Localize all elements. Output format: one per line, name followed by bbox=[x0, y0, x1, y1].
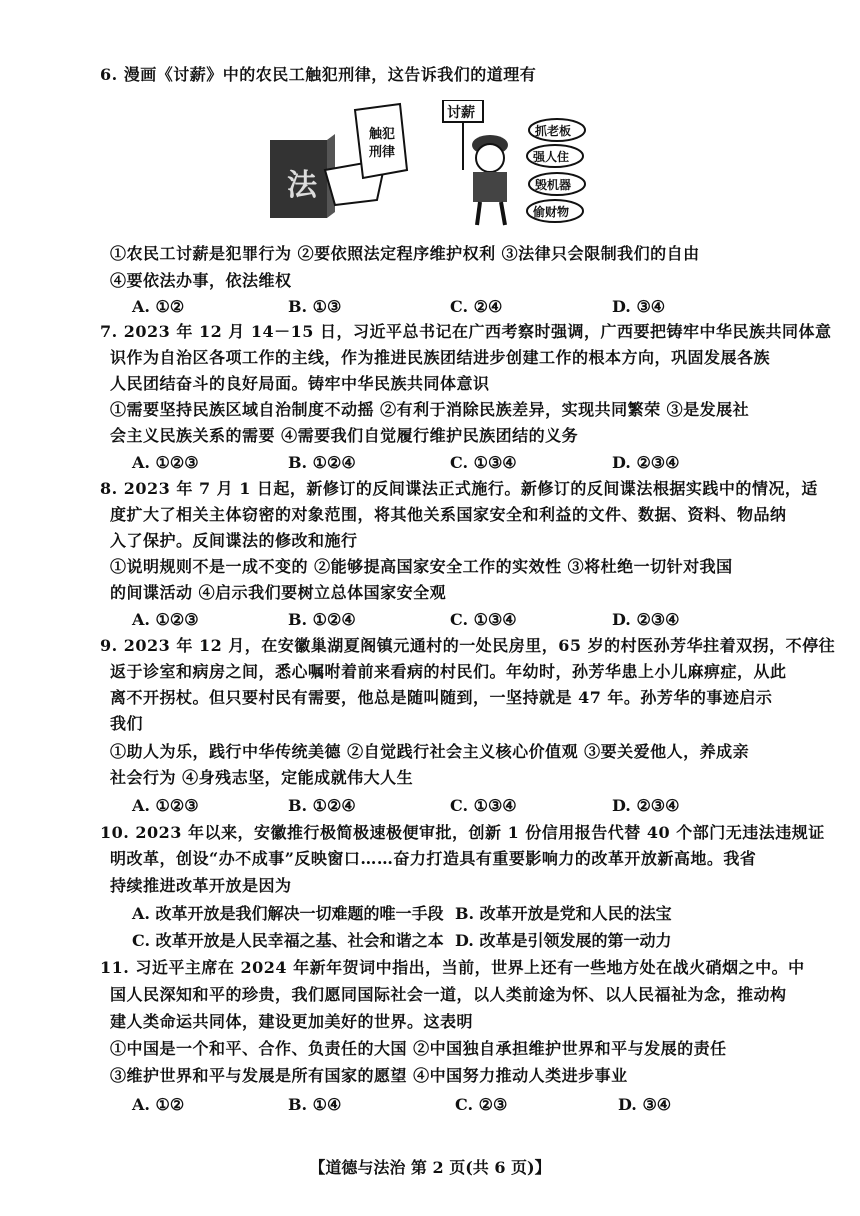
q7-option-b[interactable]: B. ①②④ bbox=[288, 453, 356, 472]
q7-option-a[interactable]: A. ①②③ bbox=[132, 453, 199, 472]
q8-option-c[interactable]: C. ①③④ bbox=[450, 610, 517, 629]
q8-line-3: 入了保护。反间谍法的修改和施行 bbox=[110, 531, 358, 550]
cartoon-paper-text-2: 刑律 bbox=[369, 145, 396, 160]
q7-line-5: 会主义民族关系的需要 ④需要我们自觉履行维护民族团结的义务 bbox=[110, 426, 579, 445]
q8-line-1: 8. 2023 年 7 月 1 日起，新修订的反间谍法正式施行。新修订的反间谍法根据实践中的情况，适 bbox=[100, 479, 818, 498]
q7-option-d[interactable]: D. ②③④ bbox=[612, 453, 680, 472]
cartoon-bubble-4: 偷财物 bbox=[533, 205, 570, 219]
q11-line-3: 建人类命运共同体，建设更加美好的世界。这表明 bbox=[110, 1012, 474, 1031]
q11-option-c[interactable]: C. ②③ bbox=[455, 1095, 508, 1114]
q7-line-2: 识作为自治区各项工作的主线，作为推进民族团结进步创建工作的根本方向，巩固发展各族 bbox=[110, 348, 771, 367]
q8-option-d[interactable]: D. ②③④ bbox=[612, 610, 680, 629]
q9-option-d[interactable]: D. ②③④ bbox=[612, 796, 680, 815]
q9-line-2: 返于诊室和病房之间，悉心嘱咐着前来看病的村民们。年幼时，孙芳华患上小儿麻痹症，从此 bbox=[110, 662, 787, 681]
q10-option-a[interactable]: A. 改革开放是我们解决一切难题的唯一手段 bbox=[132, 904, 444, 923]
q10-option-d[interactable]: D. 改革是引领发展的第一动力 bbox=[455, 931, 672, 950]
q11-line-1: 11. 习近平主席在 2024 年新年贺词中指出，当前，世界上还有一些地方处在战火硝烟之中。中 bbox=[100, 958, 805, 977]
q6-items-line2: ④要依法办事，依法维权 bbox=[110, 271, 292, 290]
q9-option-c[interactable]: C. ①③④ bbox=[450, 796, 517, 815]
q6-option-b[interactable]: B. ①③ bbox=[288, 297, 342, 316]
q11-option-d[interactable]: D. ③④ bbox=[618, 1095, 672, 1114]
q9-line-5: ①助人为乐，践行中华传统美德 ②自觉践行社会主义核心价值观 ③要关爱他人，养成亲 bbox=[110, 742, 750, 761]
q9-line-4: 我们 bbox=[110, 714, 144, 733]
cartoon-law-text: 法 bbox=[287, 168, 317, 203]
q11-option-a[interactable]: A. ①② bbox=[132, 1095, 185, 1114]
q10-option-c[interactable]: C. 改革开放是人民幸福之基、社会和谐之本 bbox=[132, 931, 444, 950]
q6-option-a[interactable]: A. ①② bbox=[132, 297, 185, 316]
cartoon-sign-text: 讨薪 bbox=[447, 105, 475, 121]
q9-option-b[interactable]: B. ①②④ bbox=[288, 796, 356, 815]
q6-stem: 6. 漫画《讨薪》中的农民工触犯刑律，这告诉我们的道理有 bbox=[100, 65, 537, 84]
q11-line-2: 国人民深知和平的珍贵，我们愿同国际社会一道，以人类前途为怀、以人民福祉为念，推动构 bbox=[110, 985, 787, 1004]
q10-option-b[interactable]: B. 改革开放是党和人民的法宝 bbox=[455, 904, 672, 923]
q7-line-3: 人民团结奋斗的良好局面。铸牢中华民族共同体意识 bbox=[110, 374, 490, 393]
q7-option-c[interactable]: C. ①③④ bbox=[450, 453, 517, 472]
q11-line-4: ①中国是一个和平、合作、负责任的大国 ②中国独自承担维护世界和平与发展的责任 bbox=[110, 1039, 727, 1058]
cartoon-bubble-1: 抓老板 bbox=[535, 124, 572, 138]
q8-line-4: ①说明规则不是一成不变的 ②能够提高国家安全工作的实效性 ③将杜绝一切针对我国 bbox=[110, 557, 733, 576]
q6-items-line1: ①农民工讨薪是犯罪行为 ②要依照法定程序维护权利 ③法律只会限制我们的自由 bbox=[110, 244, 700, 263]
q8-line-5: 的间谍活动 ④启示我们要树立总体国家安全观 bbox=[110, 583, 447, 602]
q11-option-b[interactable]: B. ①④ bbox=[288, 1095, 342, 1114]
q8-option-a[interactable]: A. ①②③ bbox=[132, 610, 199, 629]
page-footer: 【道德与法治 第 2 页(共 6 页)】 bbox=[309, 1158, 551, 1177]
q6-option-c[interactable]: C. ②④ bbox=[450, 297, 503, 316]
q10-line-3: 持续推进改革开放是因为 bbox=[110, 876, 292, 895]
q6-cartoon-image bbox=[265, 100, 595, 230]
q9-line-3: 离不开拐杖。但只要村民有需要，他总是随叫随到，一坚持就是 47 年。孙芳华的事迹启示 bbox=[110, 688, 773, 707]
q8-line-2: 度扩大了相关主体窃密的对象范围，将其他关系国家安全和利益的文件、数据、资料、物品纳 bbox=[110, 505, 787, 524]
cartoon-bubble-3: 毁机器 bbox=[535, 178, 572, 192]
q8-option-b[interactable]: B. ①②④ bbox=[288, 610, 356, 629]
q10-line-2: 明改革，创设“办不成事”反映窗口……奋力打造具有重要影响力的改革开放新高地。我省 bbox=[110, 849, 757, 868]
q11-line-5: ③维护世界和平与发展是所有国家的愿望 ④中国努力推动人类进步事业 bbox=[110, 1066, 628, 1085]
q9-option-a[interactable]: A. ①②③ bbox=[132, 796, 199, 815]
q6-option-d[interactable]: D. ③④ bbox=[612, 297, 666, 316]
q7-line-1: 7. 2023 年 12 月 14－15 日，习近平总书记在广西考察时强调，广西要把铸牢中华民族共同体意 bbox=[100, 322, 832, 341]
q9-line-6: 社会行为 ④身残志坚，定能成就伟大人生 bbox=[110, 768, 414, 787]
cartoon-bubble-2: 强人住 bbox=[533, 150, 570, 164]
q9-line-1: 9. 2023 年 12 月，在安徽巢湖夏阁镇元通村的一处民房里，65 岁的村医孙芳华拄着双拐，不停往 bbox=[100, 636, 836, 655]
cartoon-paper-text-1: 触犯 bbox=[369, 127, 396, 142]
q7-line-4: ①需要坚持民族区域自治制度不动摇 ②有利于消除民族差异，实现共同繁荣 ③是发展社 bbox=[110, 400, 750, 419]
q10-line-1: 10. 2023 年以来，安徽推行极简极速极便审批，创新 1 份信用报告代替 40 个部门无违法违规证 bbox=[100, 823, 825, 842]
